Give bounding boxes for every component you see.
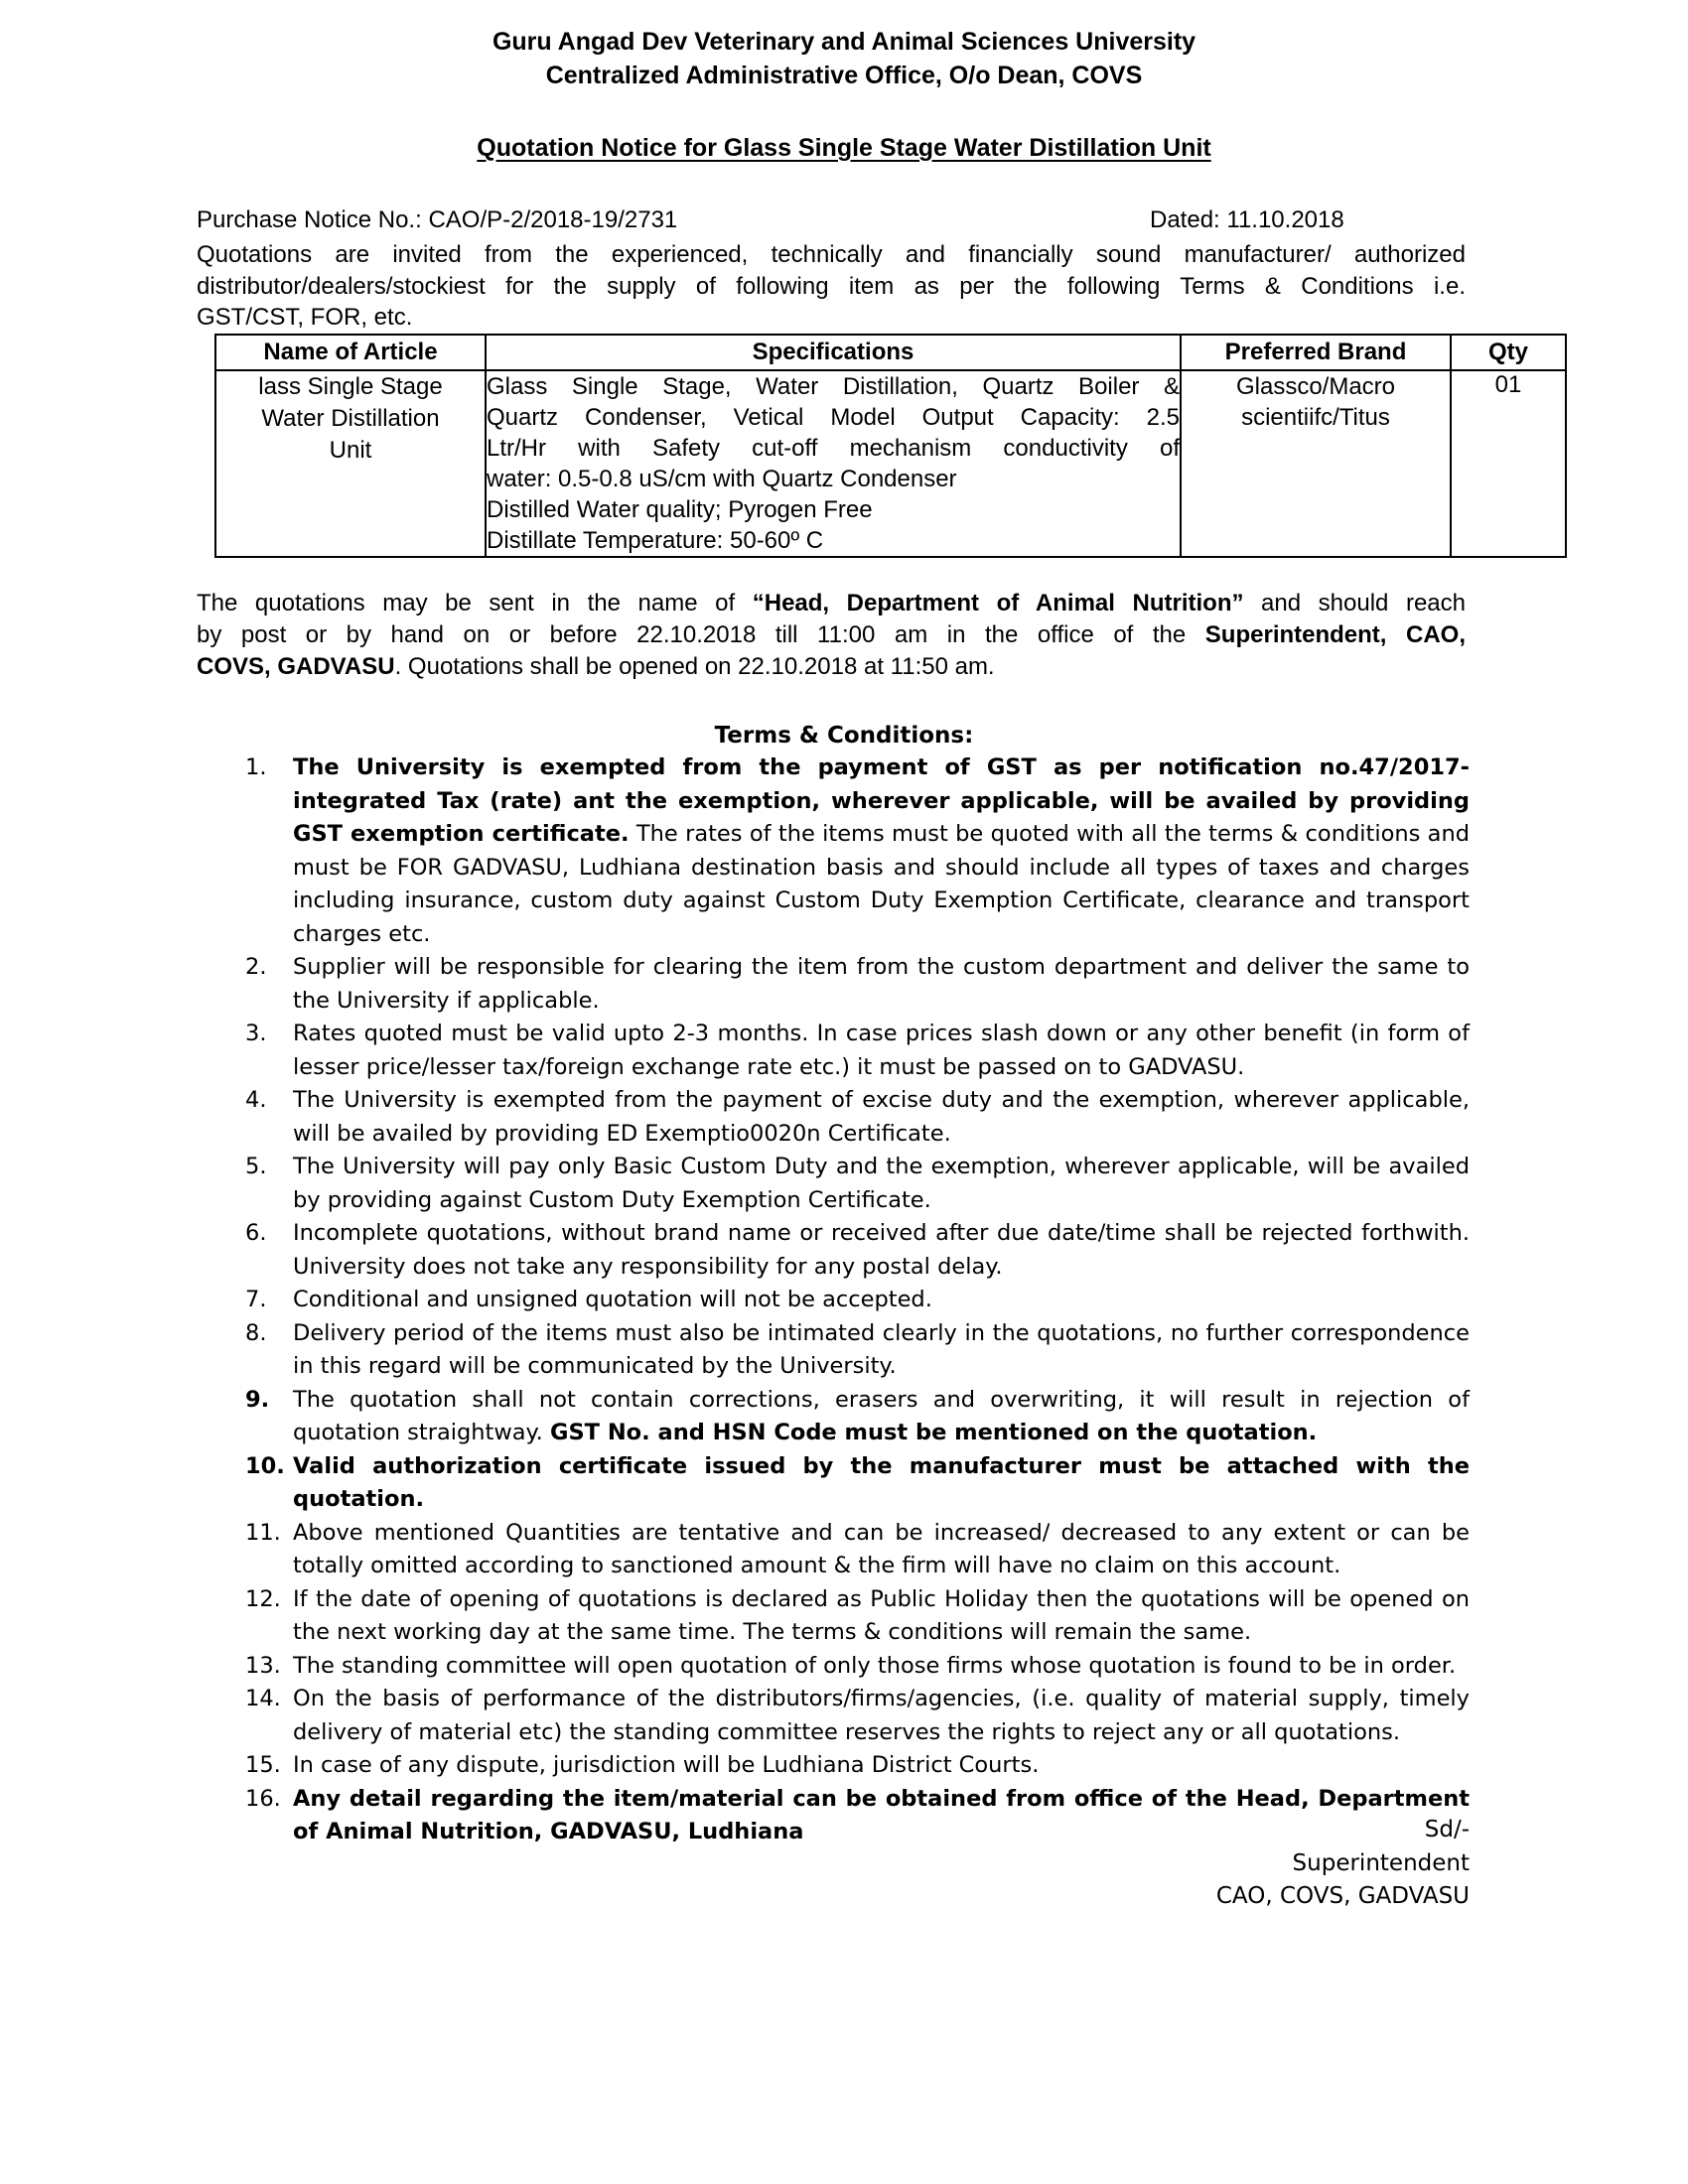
header-name-of-article: Name of Article <box>215 335 486 370</box>
term-number: 11. <box>245 1519 281 1546</box>
brand-line: Glassco/Macro <box>1235 373 1396 400</box>
term-text: The quotation shall not contain corrections, erasers and overwriting, it will result in rejection of quotation straightway. <box>293 1386 1470 1445</box>
term-item <box>233 1151 1470 1217</box>
spec-line: Quartz Condenser, Vetical Model Output Capacity: 2.5 <box>487 404 1180 431</box>
spec-line: Distillate Temperature: 50-60º C <box>487 527 824 554</box>
term-number: 15. <box>245 1752 281 1778</box>
term-text: Conditional and unsigned quotation will not be accepted. <box>293 1287 932 1312</box>
term-text: On the basis of performance of the distributors/firms/agencies, (i.e. quality of material supply, timely delivery of material etc) the standing committee reserves the rights to reject any or all quotations. <box>293 1686 1470 1745</box>
term-number: 13. <box>245 1652 281 1679</box>
office-name: Centralized Administrative Office, O/o Dean, COVS <box>545 62 1143 89</box>
terms-title: Terms & Conditions: <box>714 723 974 749</box>
header-qty: Qty <box>1451 335 1566 370</box>
notice-date: Dated: 11.10.2018 <box>1150 206 1344 233</box>
term-text: The rates of the items must be quoted with all the terms & conditions and must be FOR GADVASU, Ludhiana destination basis and should include all types of taxes and charges including insurance, custom duty against Custom Duty Exemption Certificate, clearance and transport charges etc. <box>293 821 1470 947</box>
term-number: 16. <box>245 1785 281 1812</box>
submission-text: by post or by hand on or before 22.10.2018 till 11:00 am in the office of the <box>197 621 1205 648</box>
spec-line: Ltr/Hr with Safety cut-off mechanism conductivity of <box>487 435 1180 462</box>
term-item <box>233 1317 1470 1384</box>
signatory-title: Superintendent <box>1292 1850 1470 1876</box>
term-item <box>233 751 1470 951</box>
university-name: Guru Angad Dev Veterinary and Animal Sciences University <box>492 28 1196 56</box>
term-number: 10. <box>245 1452 285 1479</box>
term-text: Incomplete quotations, without brand name or received after due date/time shall be rejected forthwith. University does not take any responsibility for any postal delay. <box>293 1220 1470 1280</box>
addressee: “Head, Department of Animal Nutrition” <box>752 590 1244 616</box>
submission-office: COVS, GADVASU <box>197 653 395 680</box>
term-number: 2. <box>245 954 267 980</box>
intro-line: distributor/dealers/stockiest for the supply of following item as per the following Terms & Conditions i.e. <box>197 273 1466 300</box>
term-item <box>233 1683 1470 1749</box>
term-item <box>233 1084 1470 1151</box>
signature-sd: Sd/- <box>1424 1817 1470 1843</box>
term-item <box>233 951 1470 1018</box>
term-bold-text: GST No. and HSN Code must be mentioned on the quotation. <box>549 1420 1318 1445</box>
term-number: 6. <box>245 1220 267 1246</box>
term-item <box>233 1217 1470 1284</box>
brand-line: scientiifc/Titus <box>1241 404 1390 431</box>
article-name-line: Unit <box>329 437 372 464</box>
submission-line <box>197 653 1466 681</box>
term-number: 1. <box>245 754 267 780</box>
table-header-row <box>215 335 1566 370</box>
submission-text: and should reach <box>1243 590 1466 616</box>
term-bold-text: The University is exempted from the payment of GST as per notification no.47/2017-integrated Tax (rate) ant the exemption, wherever applicable, will be availed by providing GST exemption certificate. <box>293 754 1470 847</box>
submission-line <box>197 621 1466 649</box>
notice-title: Quotation Notice for Glass Single Stage Water Distillation Unit <box>477 134 1211 162</box>
spec-line: water: 0.5-0.8 uS/cm with Quartz Condenser <box>487 466 957 492</box>
article-name-cell <box>215 370 486 557</box>
preferred-brand-cell <box>1181 370 1451 557</box>
term-item <box>233 1583 1470 1650</box>
qty-cell: 01 <box>1451 370 1566 557</box>
term-text: Rates quoted must be valid upto 2-3 months. In case prices slash down or any other benefit (in form of lesser price/lesser tax/foreign exchange rate etc.) it must be passed on to GADVASU. <box>293 1021 1470 1080</box>
term-number: 4. <box>245 1087 267 1113</box>
term-text: In case of any dispute, jurisdiction will be Ludhiana District Courts. <box>293 1752 1040 1778</box>
term-text: The University is exempted from the payment of excise duty and the exemption, wherever applicable, will be availed by providing ED Exemptio0020n Certificate. <box>293 1087 1470 1147</box>
signatory-office: CAO, COVS, GADVASU <box>1215 1883 1470 1909</box>
term-number: 14. <box>245 1686 281 1711</box>
intro-line: GST/CST, FOR, etc. <box>197 304 413 331</box>
term-number: 12. <box>245 1585 281 1612</box>
term-item <box>233 1650 1470 1684</box>
term-text: Delivery period of the items must also be intimated clearly in the quotations, no further correspondence in this regard will be communicated by the University. <box>293 1319 1470 1379</box>
term-item <box>233 1284 1470 1317</box>
purchase-notice-number: Purchase Notice No.: CAO/P-2/2018-19/2731 <box>197 206 678 233</box>
term-item <box>233 1517 1470 1583</box>
term-item <box>233 1749 1470 1783</box>
article-name-line: lass Single Stage <box>258 373 443 400</box>
term-item <box>233 1384 1470 1450</box>
term-bold-text: Valid authorization certificate issued by the manufacturer must be attached with the quotation. <box>293 1452 1470 1512</box>
spec-line: Glass Single Stage, Water Distillation, Quartz Boiler & <box>487 373 1180 400</box>
spec-line: Distilled Water quality; Pyrogen Free <box>487 496 873 523</box>
term-item <box>233 1450 1470 1517</box>
intro-line: Quotations are invited from the experienced, technically and financially sound manufacturer/ authorized <box>197 241 1466 268</box>
term-text: The standing committee will open quotation of only those firms whose quotation is found to be in order. <box>293 1652 1457 1679</box>
specifications-cell <box>486 370 1181 557</box>
term-text: Above mentioned Quantities are tentative and can be increased/ decreased to any extent or can be totally omitted according to sanctioned amount & the firm will have no claim on this account. <box>293 1519 1470 1578</box>
term-number: 9. <box>245 1386 270 1413</box>
header-specifications: Specifications <box>486 335 1181 370</box>
submission-line <box>197 590 1466 617</box>
submission-text: . Quotations shall be opened on 22.10.2018 at 11:50 am. <box>394 653 995 680</box>
header-preferred-brand: Preferred Brand <box>1181 335 1451 370</box>
term-text: Supplier will be responsible for clearing the item from the custom department and deliver the same to the University if applicable. <box>293 954 1470 1014</box>
terms-list <box>233 751 1470 1849</box>
term-number: 7. <box>245 1287 267 1312</box>
submission-text: The quotations may be sent in the name of <box>197 590 753 616</box>
article-table <box>214 334 1567 558</box>
term-bold-text: Any detail regarding the item/material can be obtained from office of the Head, Department of Animal Nutrition, GADVASU, Ludhiana <box>293 1785 1470 1844</box>
term-text: The University will pay only Basic Custom Duty and the exemption, wherever applicable, will be availed by providing against Custom Duty Exemption Certificate. <box>293 1154 1470 1213</box>
article-name-line: Water Distillation <box>261 405 440 432</box>
term-item <box>233 1018 1470 1084</box>
term-text: If the date of opening of quotations is declared as Public Holiday then the quotations will be opened on the next working day at the same time. The terms & conditions will remain the same. <box>293 1585 1470 1645</box>
term-number: 3. <box>245 1021 267 1046</box>
table-row <box>215 370 1566 557</box>
term-item <box>233 1783 1470 1849</box>
term-number: 8. <box>245 1319 267 1346</box>
submission-office: Superintendent, CAO, <box>1204 621 1467 648</box>
term-number: 5. <box>245 1154 267 1179</box>
